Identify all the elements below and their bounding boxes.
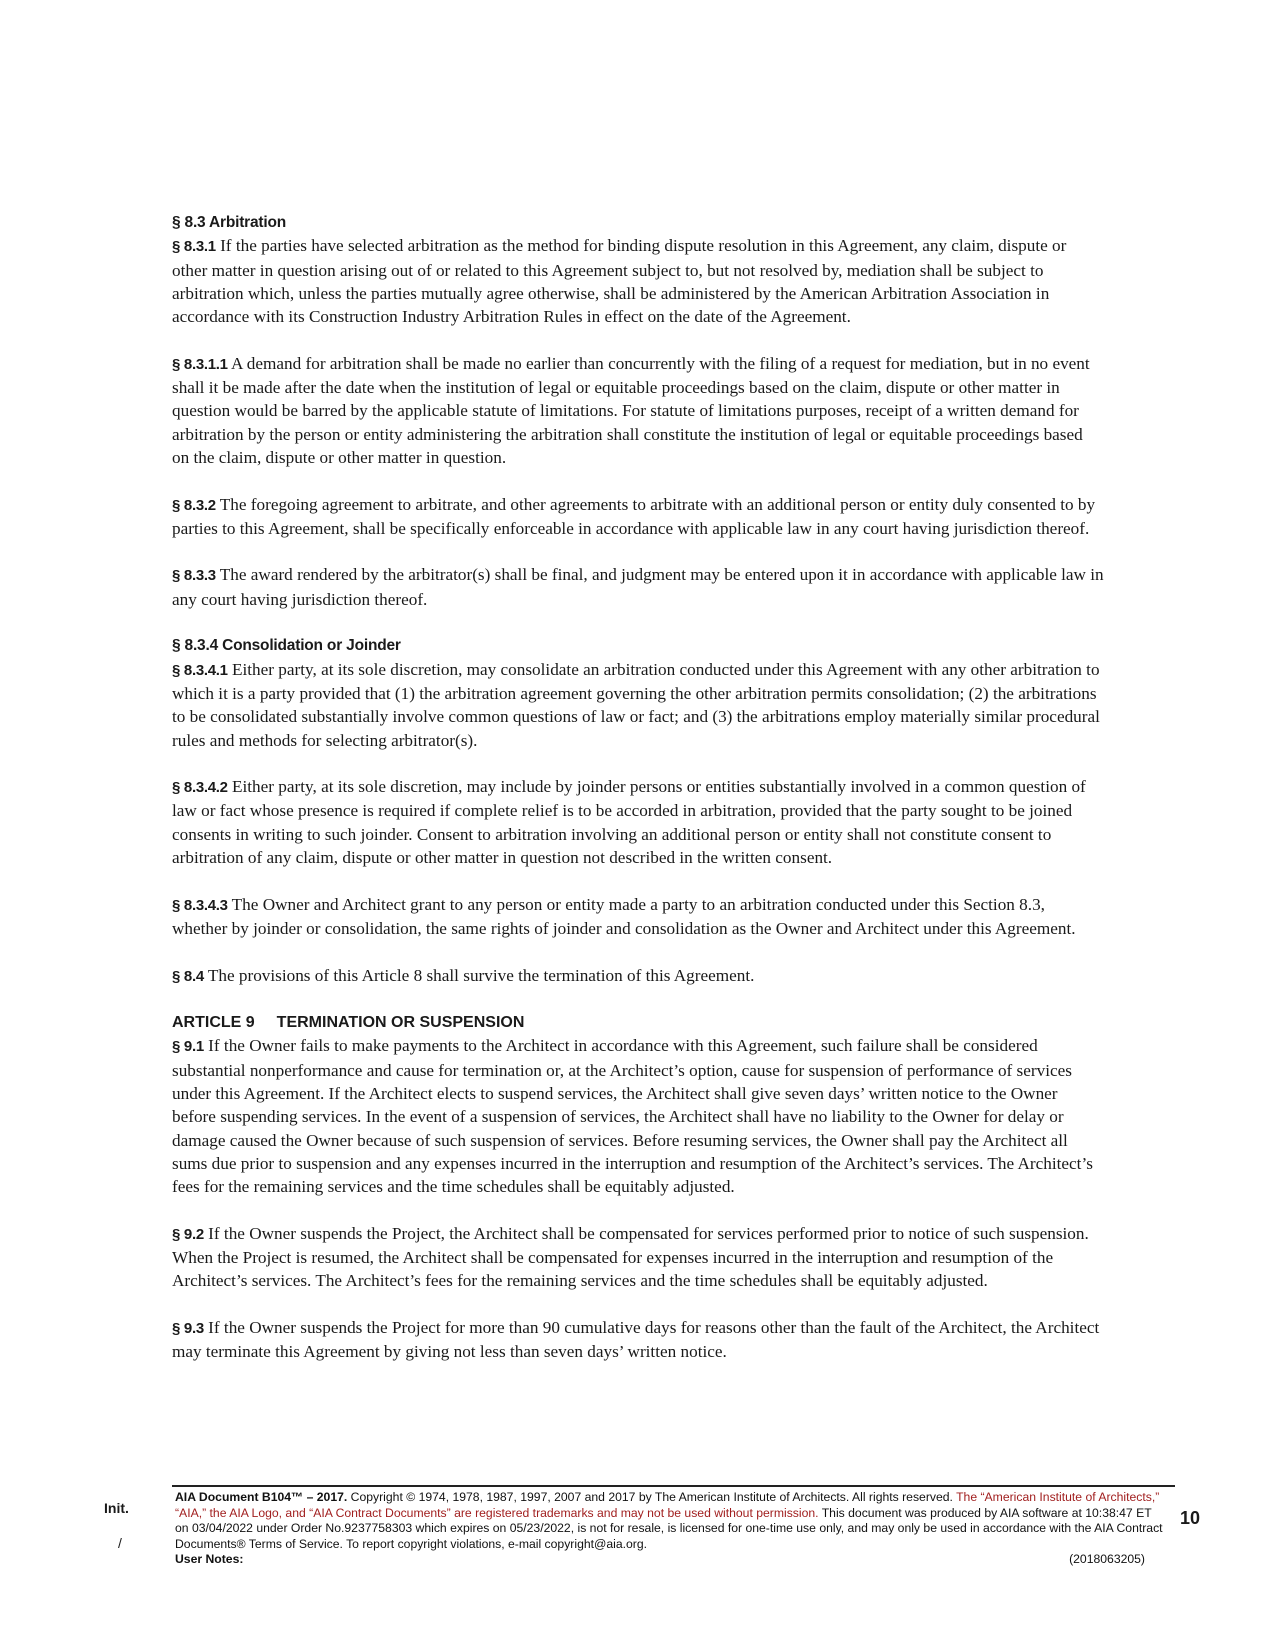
- clause-8-3-4-3: [172, 893, 1104, 941]
- document-code: (2018063205): [1069, 1552, 1145, 1567]
- footer-divider: [172, 1485, 1175, 1487]
- clause-number: § 8.3.4.1: [172, 661, 228, 679]
- clause-number: § 9.1: [172, 1038, 204, 1056]
- trademark-text: The “American Institute of Architects,” “AIA,” the AIA Logo, and “AIA Contract Documents” are registered trademarks and may not be used without permission.: [175, 1490, 1160, 1520]
- clause-number: § 8.3.4.3: [172, 896, 228, 914]
- document-body: [172, 211, 1104, 1387]
- section-heading-8-3: § 8.3 Arbitration: [172, 214, 287, 231]
- clause-8-3-4-1: [172, 658, 1104, 752]
- clause-number: § 8.3.4.2: [172, 779, 228, 797]
- clause-8-3-1-1: [172, 352, 1104, 469]
- license-text: This document was produced by AIA software at 10:38:47 ET on 03/04/2022 under Order No.9237758303 which expires on 05/23/2022, is not for resale, is licensed for one-time use only, and may only be used in accordance with the AIA Contract Documents® Terms of Service. To report copyright violations, e-mail copyright@aia.org.: [175, 1505, 1163, 1551]
- clause-text: If the Owner suspends the Project for more than 90 cumulative days for reasons other than the fault of the Architect, the Architect may terminate this Agreement by giving not less than seven days’ written notice.: [172, 1317, 1100, 1362]
- document-title: AIA Document B104™ – 2017.: [175, 1490, 348, 1504]
- user-notes-label: User Notes:: [175, 1552, 244, 1567]
- clause-9-2: [172, 1222, 1104, 1293]
- clause-text: The award rendered by the arbitrator(s) shall be final, and judgment may be entered upon it in accordance with applicable law in any court having jurisdiction thereof.: [172, 565, 1104, 609]
- clause-number: § 8.4: [172, 967, 204, 985]
- clause-text: If the parties have selected arbitration as the method for binding dispute resolution in this Agreement, any claim, dispute or other matter in question arising out of or related to this Agreement subject to, but not resolved by, mediation shall be subject to arbitration which, unless the parties mutually agree otherwise, shall be administered by the American Arbitration Association in accordance with its Construction Industry Arbitration Rules in effect on the date of the Agreement.: [172, 236, 1067, 327]
- initials-label: Init.: [104, 1500, 129, 1516]
- clause-9-1: [172, 1034, 1104, 1198]
- user-notes-row: [175, 1552, 1145, 1568]
- page-number: 10: [1180, 1508, 1201, 1528]
- clause-text: The foregoing agreement to arbitrate, and other agreements to arbitrate with an additional person or entity duly consented to by parties to this Agreement, shall be specifically enforceable in accordance with applicable law in any court having jurisdiction thereof.: [172, 494, 1096, 538]
- clause-number: § 8.3.3: [172, 567, 216, 585]
- clause-number: § 9.3: [172, 1319, 204, 1337]
- clause-text: The provisions of this Article 8 shall survive the termination of this Agreement.: [203, 965, 755, 985]
- clause-8-4: [172, 964, 1104, 988]
- clause-text: If the Owner fails to make payments to the Architect in accordance with this Agreement, such failure shall be considered substantial nonperformance and cause for termination or, at the Architect’s option, cause for suspension of performance of services under this Agreement. If the Architect elects to suspend services, the Architect shall give seven days’ written notice to the Owner before suspending services. In the event of a suspension of services, the Architect shall have no liability to the Owner for delay or damage caused the Owner because of such suspension of services. Before resuming services, the Owner shall pay the Architect all sums due prior to suspension and any expenses incurred in the interruption and resumption of the Architect’s services. The Architect’s fees for the remaining services and the time schedules shall be equitably adjusted.: [172, 1036, 1093, 1197]
- section-heading-8-3-4: § 8.3.4 Consolidation or Joinder: [172, 637, 401, 655]
- clause-8-3-1: [172, 234, 1104, 328]
- clause-text: A demand for arbitration shall be made no earlier than concurrently with the filing of a request for mediation, but in no event shall it be made after the date when the institution of legal or equitable proceedings based on the claim, dispute or other matter in question would be barred by the applicable statute of limitations. For statute of limitations purposes, receipt of a written demand for arbitration by the person or entity administering the arbitration shall constitute the institution of legal or equitable proceedings based on the claim, dispute or other matter in question.: [172, 353, 1090, 467]
- initials-slash: /: [118, 1535, 122, 1551]
- clause-text: The Owner and Architect grant to any person or entity made a party to an arbitration conducted under this Section 8.3, whether by joinder or consolidation, the same rights of joinder and consolidation as the Owner and Architect under this Agreement.: [172, 894, 1076, 938]
- copyright-text: Copyright © 1974, 1978, 1987, 1997, 2007 and 2017 by The American Institute of Architects. All rights reserved.: [347, 1490, 957, 1504]
- footer-notice: [175, 1490, 1165, 1568]
- clause-text: Either party, at its sole discretion, may consolidate an arbitration conducted under this Agreement with any other arbitration to which it is a party provided that (1) the arbitration agreement governing the other arbitration permits consolidation; (2) the arbitrations to be consolidated substantially involve common questions of law or fact; and (3) the arbitrations employ materially similar procedural rules and methods for selecting arbitrator(s).: [172, 659, 1100, 750]
- clause-8-3-3: [172, 563, 1104, 611]
- article-title: TERMINATION OR SUSPENSION: [276, 1014, 525, 1032]
- clause-8-3-4-2: [172, 775, 1104, 869]
- clause-number: § 9.2: [172, 1225, 204, 1243]
- clause-number: § 8.3.2: [172, 496, 216, 514]
- clause-number: § 8.3.1.1: [172, 355, 228, 373]
- clause-text: If the Owner suspends the Project, the Architect shall be compensated for services performed prior to notice of such suspension. When the Project is resumed, the Architect shall be compensated for expenses incurred in the interruption and resumption of the Architect’s services. The Architect’s fees for the remaining services and the time schedules shall be equitably adjusted.: [172, 1223, 1089, 1291]
- article-number: ARTICLE 9: [172, 1014, 255, 1032]
- clause-9-3: [172, 1316, 1104, 1364]
- article-heading: [172, 1011, 1104, 1034]
- clause-number: § 8.3.1: [172, 238, 216, 256]
- clause-text: Either party, at its sole discretion, may include by joinder persons or entities substantially involved in a common question of law or fact whose presence is required if complete relief is to be accorded in arbitration, provided that the party sought to be joined consents in writing to such joinder. Consent to arbitration involving an additional person or entity shall not constitute consent to arbitration of any claim, dispute or other matter in question not described in the written consent.: [172, 777, 1086, 868]
- clause-8-3-2: [172, 493, 1104, 541]
